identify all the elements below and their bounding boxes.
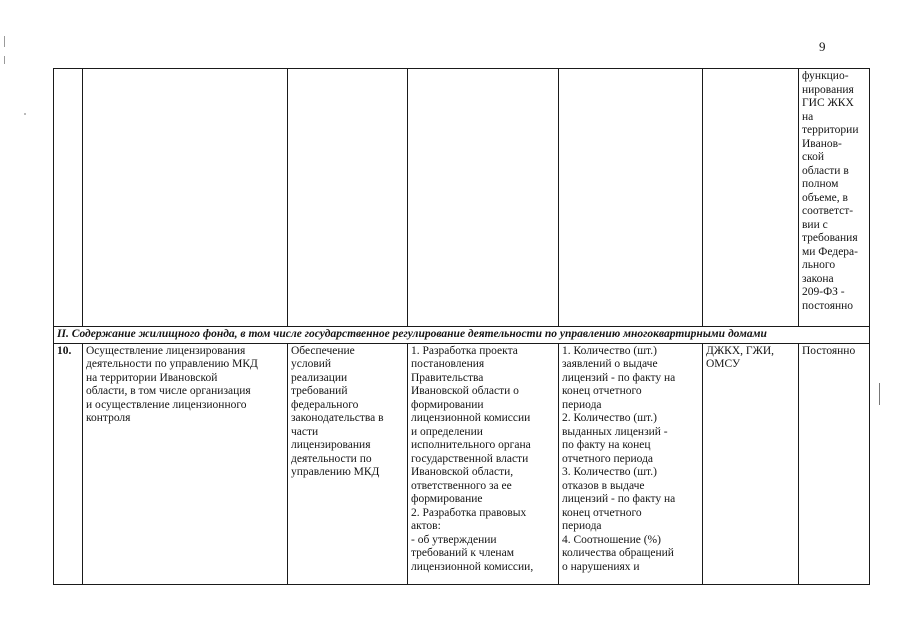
table-cell-activity [83, 69, 288, 327]
table-cell-goal [288, 69, 408, 327]
table-cell-deadline [799, 69, 870, 327]
scan-edge-mark [4, 56, 5, 64]
measures-text: 1. Разработка проекта постановления Правительства Ивановской области о формировании лицензионной комиссии и определении исполнительного органа государственной власти Ивановской области, ответственного за ее формирование 2. Разработка правовых актов: - об утверждении требований к членам лицензионной комиссии, [411, 344, 534, 573]
indicators-cell [559, 343, 703, 584]
indicators-text: 1. Количество (шт.) заявлений о выдаче лицензий - по факту на конец отчетного периода 2. Количество (шт.) выданных лицензий - по факту на конец отчетного периода 3. Количество (шт.) отказов в выдаче лицензий - по факту на конец отчетного периода 4. Соотношение (%) количества обращений о нарушениях и [562, 344, 676, 573]
activity-cell [83, 343, 288, 584]
table-cell-responsible [703, 69, 799, 327]
responsible-cell [703, 343, 799, 584]
scan-edge-mark [4, 36, 5, 47]
measures-cell [408, 343, 559, 584]
deadline-cell [799, 343, 870, 584]
section-title: II. Содержание жилищного фонда, в том числе государственное регулирование деятельности по управлению многоквартирными домами [54, 327, 870, 344]
goal-text: Обеспечение условий реализации требований федерального законодательства в части лицензирования деятельности по управлению МКД [291, 344, 384, 478]
table-row-continued [54, 69, 870, 327]
deadline-text-continued: функцио- нирования ГИС ЖКХ на территории Иванов- ской области в полном объеме, в соответст- вии с требования ми Федера- льного закона 209-ФЗ - постоянно [802, 70, 859, 312]
row-number: 10. [54, 343, 83, 584]
scan-edge-mark [879, 383, 880, 405]
page-number: 9 [819, 39, 826, 54]
goal-cell [288, 343, 408, 584]
plan-table [53, 68, 870, 585]
table-row [54, 343, 870, 584]
scan-speck [24, 113, 26, 115]
table-cell-num [54, 69, 83, 327]
activity-text: Осуществление лицензирования деятельности по управлению МКД на территории Ивановской области, в том числе организация и осуществление лицензионного контроля [86, 344, 258, 424]
table-cell-indicators [559, 69, 703, 327]
deadline-text: Постоянно [802, 344, 856, 357]
responsible-text: ДЖКХ, ГЖИ, ОМСУ [706, 344, 775, 370]
table-cell-measures [408, 69, 559, 327]
section-header-row [54, 327, 870, 344]
